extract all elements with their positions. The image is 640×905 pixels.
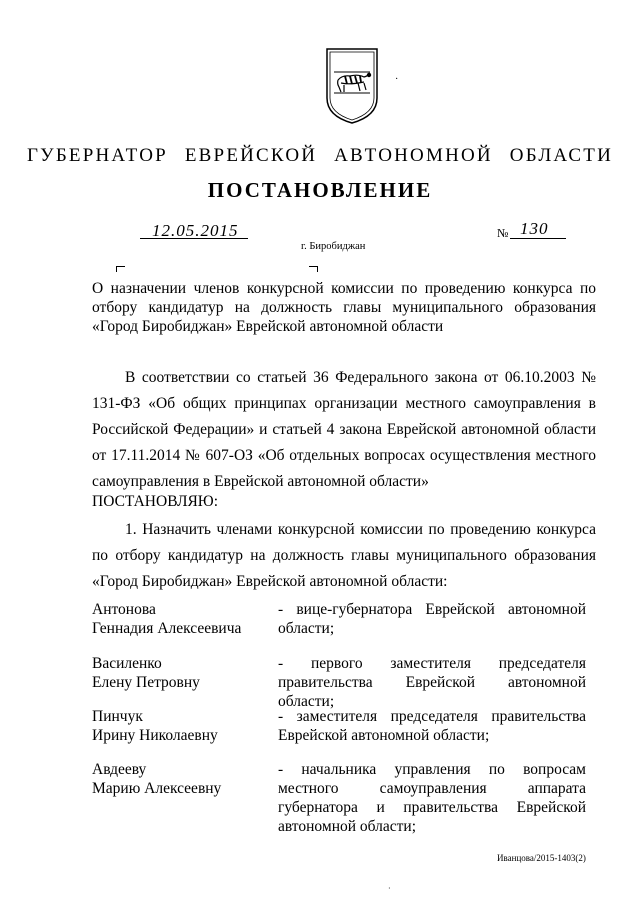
member-name: Антонова Геннадия Алексеевича: [92, 601, 242, 637]
number-underline: [510, 238, 566, 239]
member-position: - вице-губернатора Еврейской автономной области;: [278, 601, 586, 637]
member-name: Василенко Елену Петровну: [92, 655, 200, 691]
handwritten-date: 12.05.2015: [152, 221, 239, 240]
number-sign: №: [497, 226, 509, 240]
document-subject: О назначении членов конкурсной комиссии по проведению конкурса по отбору кандидатур на должность главы муниципального образования «Город Биробиджан» Еврейской автономной области: [92, 280, 596, 335]
member-name: Авдееву Марию Алексеевну: [92, 761, 222, 797]
member-position: - начальника управления по вопросам местного самоуправления аппарата губернатора и правительства Еврейской автономной области;: [278, 761, 586, 835]
member-name: Пинчук Ирину Николаевну: [92, 708, 218, 744]
item-1-paragraph: 1. Назначить членами конкурсной комиссии по проведению конкурса по отбору кандидатур на должность главы муниципального образования «Город Биробиджан» Еврейской автономной области:: [92, 521, 596, 590]
subject-bracket-left: [116, 266, 125, 272]
decree-word: ПОСТАНОВЛЯЮ:: [92, 493, 219, 510]
scan-mark: ·: [395, 74, 399, 85]
document-reference-code: Иванцова/2015-1403(2): [497, 853, 586, 863]
scan-mark: ·: [388, 884, 391, 893]
place-of-issue: г. Биробиджан: [301, 241, 366, 252]
member-position: - заместителя председателя правительства Еврейской автономной области;: [278, 708, 586, 744]
document-type-title: ПОСТАНОВЛЕНИЕ: [207, 178, 433, 202]
handwritten-number: 130: [520, 219, 549, 238]
subject-bracket-right: [309, 266, 318, 272]
emblem-icon: [324, 46, 380, 126]
date-underline: [140, 238, 248, 239]
preamble-paragraph: В соответствии со статьей 36 Федерального закона от 06.10.2003 № 131-ФЗ «Об общих принципах организации местного самоуправления в Российской Федерации» и статьей 4 закона Еврейской автономной области от 17.11.2014 № 607-ОЗ «Об отдельных вопросах осуществления местного самоуправления в Еврейской автономной области»: [92, 369, 596, 490]
member-position: - первого заместителя председателя правительства Еврейской автономной области;: [278, 655, 586, 710]
issuing-authority: ГУБЕРНАТОР ЕВРЕЙСКОЙ АВТОНОМНОЙ ОБЛАСТИ: [26, 145, 613, 166]
